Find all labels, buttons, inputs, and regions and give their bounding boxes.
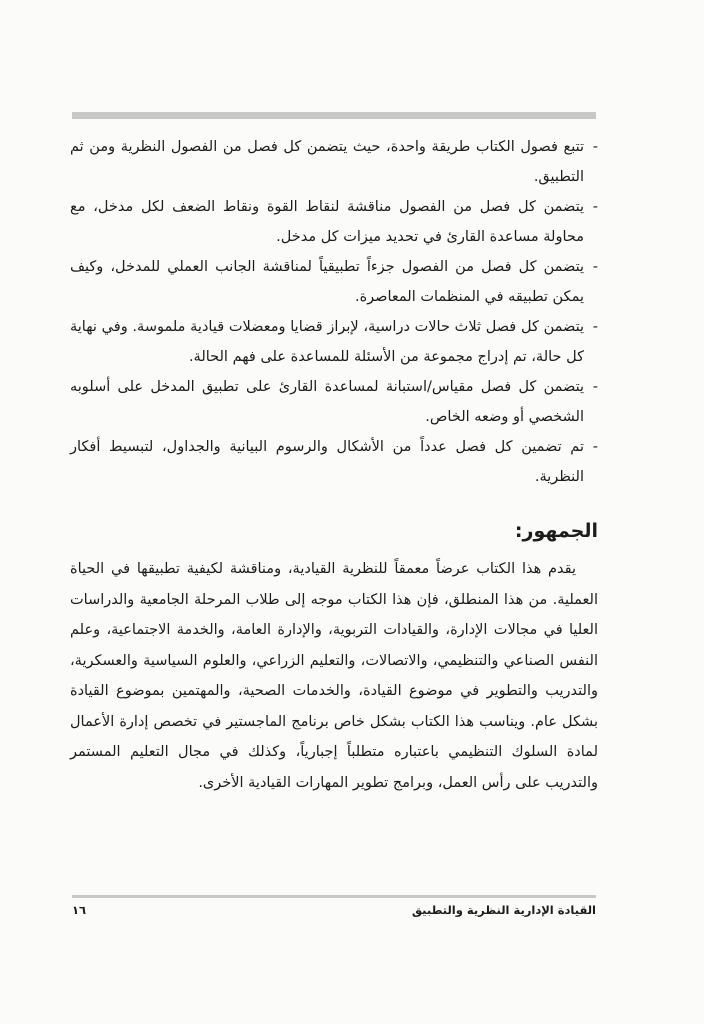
bullet-text: يتضمن كل فصل من الفصول جزءاً تطبيقياً لمناقشة الجانب العملي للمدخل، وكيف يمكن تطبيقه في المنظمات المعاصرة. [70,259,584,305]
list-item [70,372,598,432]
bullet-marker: - [592,439,598,455]
audience-paragraph: يقدم هذا الكتاب عرضاً معمقاً للنظرية القيادية، ومناقشة لكيفية تطبيقها في الحياة العملية. من هذا المنطلق، فإن هذا الكتاب موجه إلى طلاب المرحلة الجامعية والدراسات العليا في مجالات الإدارة، والقيادات التربوية، والإدارة العامة، والخدمة الاجتماعية، وعلم النفس الصناعي والتنظيمي، والاتصالات، والتعليم الزراعي، والعلوم السياسية والعسكرية، والتدريب والتطوير في موضوع القيادة، والخدمات الصحية، والمهتمين بموضوع القيادة بشكل عام. ويناسب هذا الكتاب بشكل خاص برنامج الماجستير في تخصص إدارة الأعمال لمادة السلوك التنظيمي باعتباره متطلباً إجبارياً، وكذلك في مجال التعليم المستمر والتدريب على رأس العمل، وبرامج تطوير المهارات القيادية الأخرى. [70,561,598,791]
top-divider [72,112,596,119]
bullet-marker: - [592,319,598,335]
book-title: القيادة الإدارية النظرية والتطبيق [411,903,596,917]
features-list [70,132,598,492]
page-content [70,132,598,798]
bullet-text: تم تضمين كل فصل عدداً من الأشكال والرسوم البيانية والجداول، لتبسيط أفكار النظرية. [70,439,584,485]
bullet-marker: - [592,259,598,275]
page-number: ١٦ [72,903,87,917]
bullet-marker: - [592,199,598,215]
list-item [70,312,598,372]
list-item [70,132,598,192]
list-item [70,192,598,252]
bullet-text: يتضمن كل فصل ثلاث حالات دراسية، لإبراز قضايا ومعضلات قيادية ملموسة. وفي نهاية كل حالة، تم إدراج مجموعة من الأسئلة للمساعدة على فهم الحالة. [70,319,584,365]
audience-heading: الجمهور: [514,520,598,542]
bullet-text: تتبع فصول الكتاب طريقة واحدة، حيث يتضمن كل فصل من الفصول النظرية ومن ثم التطبيق. [70,139,584,185]
footer-divider [72,895,596,898]
bullet-marker: - [592,379,598,395]
bullet-marker: - [592,139,598,155]
list-item [70,252,598,312]
page-footer [72,900,596,920]
bullet-text: يتضمن كل فصل مقياس/استبانة لمساعدة القارئ على تطبيق المدخل على أسلوبه الشخصي أو وضعه الخاص. [70,379,584,425]
bullet-text: يتضمن كل فصل من الفصول مناقشة لنقاط القوة ونقاط الضعف لكل مدخل، مع محاولة مساعدة القارئ في تحديد ميزات كل مدخل. [70,199,584,245]
list-item [70,432,598,492]
